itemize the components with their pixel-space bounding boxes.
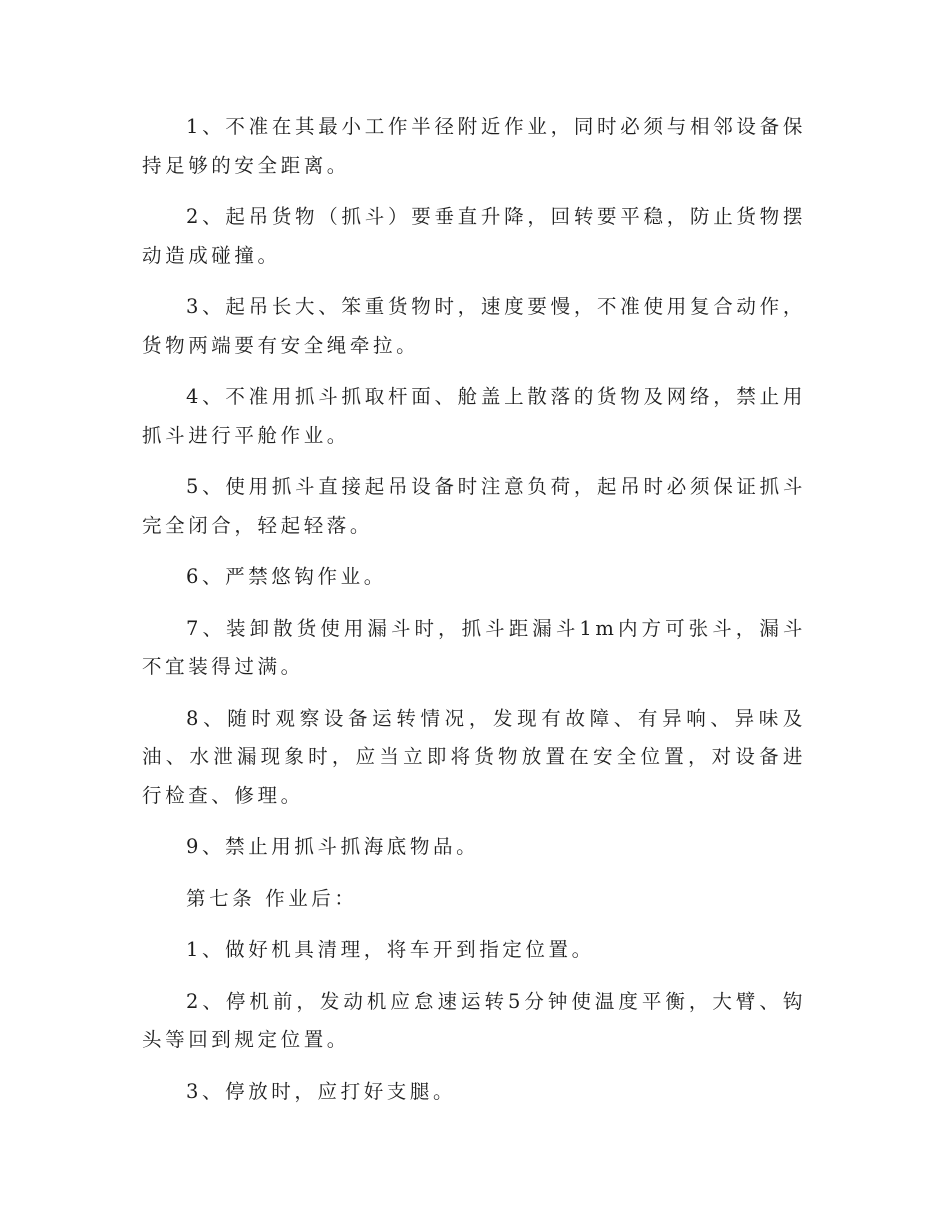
paragraph-6: 6、严禁悠钩作业。 — [186, 565, 387, 588]
paragraph-3: 3、起吊长大、笨重货物时，速度要慢，不准使用复合动作，货物两端要有安全绳牵拉。 — [142, 295, 806, 357]
paragraph-4: 4、不准用抓斗抓取杆面、舱盖上散落的货物及网络，禁止用抓斗进行平舱作业。 — [142, 385, 806, 447]
paragraph-1: 1、不准在其最小工作半径附近作业，同时必须与相邻设备保持足够的安全距离。 — [142, 115, 806, 177]
section-heading-article-7: 第七条 作业后： — [186, 886, 358, 910]
paragraph-10: 1、做好机具清理，将车开到指定位置。 — [186, 938, 595, 961]
paragraph-5: 5、使用抓斗直接起吊设备时注意负荷，起吊时必须保证抓斗完全闭合，轻起轻落。 — [142, 475, 806, 537]
paragraph-8: 8、随时观察设备运转情况，发现有故障、有异响、异味及油、水泄漏现象时，应当立即将货物放置在安全位置，对设备进行检查、修理。 — [142, 706, 806, 807]
paragraph-9: 9、禁止用抓斗抓海底物品。 — [186, 835, 480, 858]
paragraph-2: 2、起吊货物（抓斗）要垂直升降，回转要平稳，防止货物摆动造成碰撞。 — [142, 205, 806, 267]
document-body — [142, 108, 806, 1124]
paragraph-11: 2、停机前，发动机应怠速运转5分钟使温度平衡，大臂、钩头等回到规定位置。 — [142, 989, 806, 1051]
paragraph-12: 3、停放时，应打好支腿。 — [186, 1079, 457, 1103]
paragraph-7: 7、装卸散货使用漏斗时，抓斗距漏斗1m内方可张斗，漏斗不宜装得过满。 — [142, 616, 806, 678]
